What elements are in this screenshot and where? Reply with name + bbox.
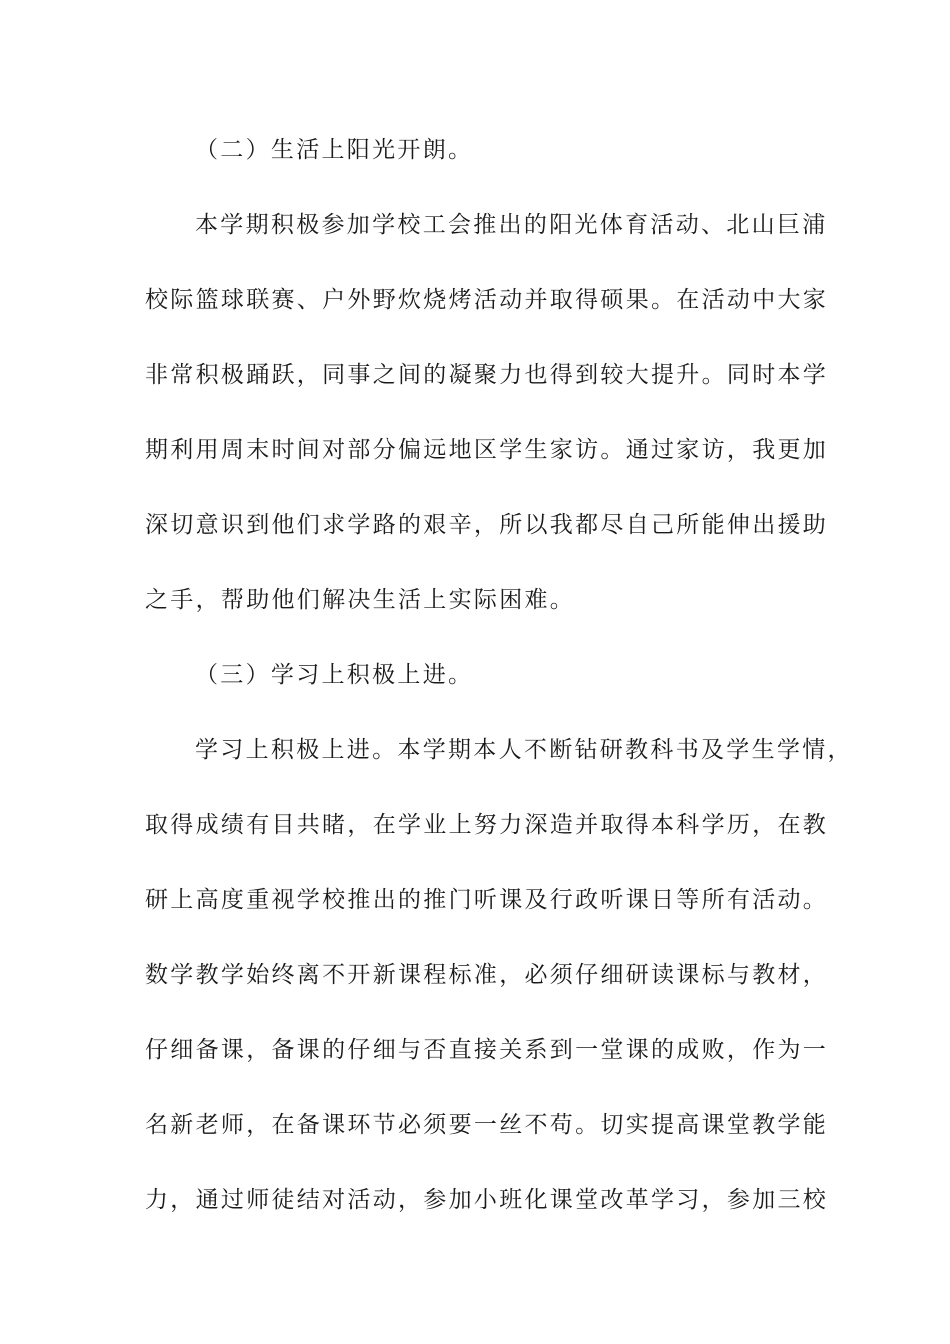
- paragraph-line: 之手，帮助他们解决生活上实际困难。: [145, 587, 576, 613]
- section-heading-2: （二）生活上阳光开朗。: [195, 137, 474, 163]
- paragraph-line: 期利用周末时间对部分偏远地区学生家访。通过家访，我更加: [145, 437, 829, 463]
- paragraph-line: 非常积极踊跃，同事之间的凝聚力也得到较大提升。同时本学: [145, 362, 829, 388]
- paragraph-line: 取得成绩有目共睹，在学业上努力深造并取得本科学历，在教: [145, 812, 829, 838]
- paragraph-line: 学习上积极上进。本学期本人不断钻研教科书及学生学情，: [195, 737, 853, 763]
- paragraph-line: 力，通过师徒结对活动，参加小班化课堂改革学习，参加三校: [145, 1187, 829, 1213]
- paragraph-line: 本学期积极参加学校工会推出的阳光体育活动、北山巨浦: [195, 212, 828, 238]
- paragraph-line: 深切意识到他们求学路的艰辛，所以我都尽自己所能伸出援助: [145, 512, 829, 538]
- paragraph-line: 仔细备课，备课的仔细与否直接关系到一堂课的成败，作为一: [145, 1037, 829, 1063]
- paragraph-line: 研上高度重视学校推出的推门听课及行政听课日等所有活动。: [145, 887, 829, 913]
- section-heading-3: （三）学习上积极上进。: [195, 662, 474, 688]
- paragraph-line: 数学教学始终离不开新课程标准，必须仔细研读课标与教材，: [145, 962, 829, 988]
- paragraph-line: 名新老师，在备课环节必须要一丝不苟。切实提高课堂教学能: [145, 1112, 829, 1138]
- paragraph-line: 校际篮球联赛、户外野炊烧烤活动并取得硕果。在活动中大家: [145, 287, 829, 313]
